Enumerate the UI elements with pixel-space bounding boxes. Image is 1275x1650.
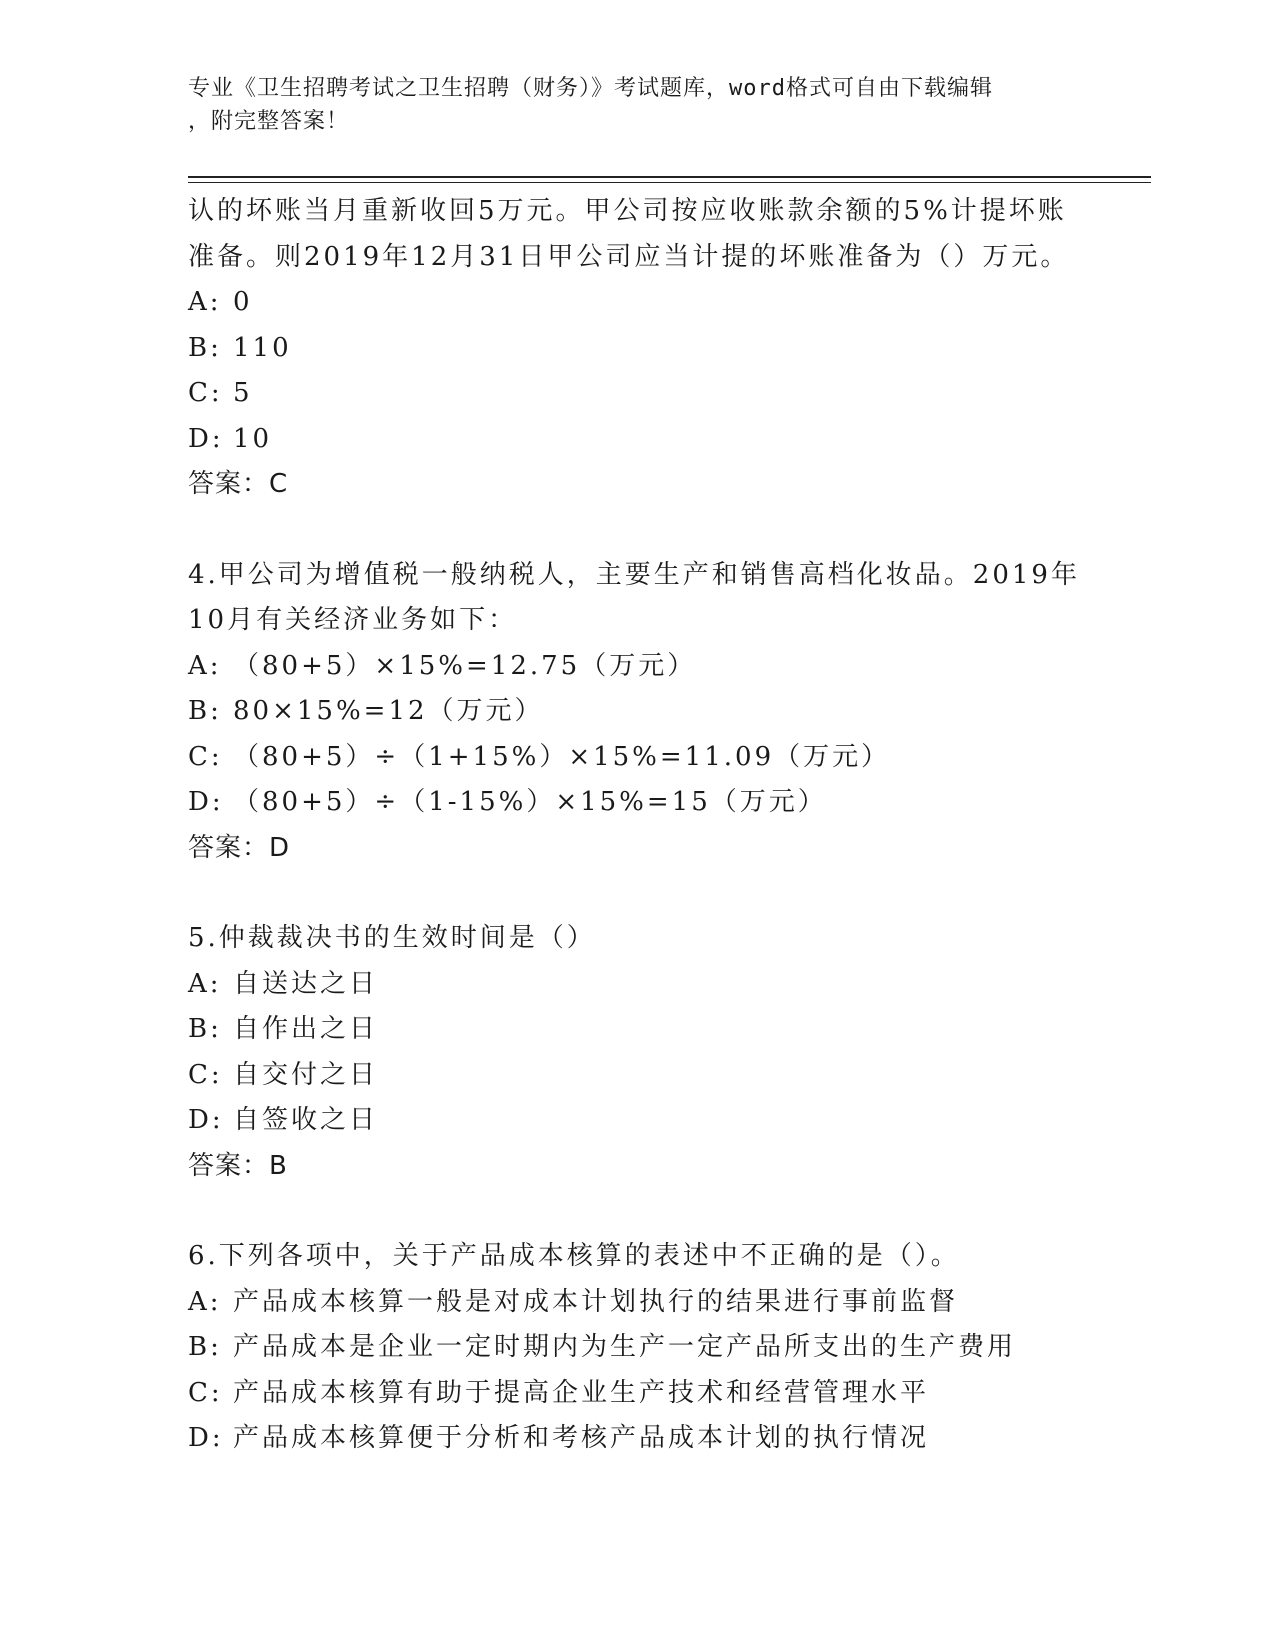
option-key: D: <box>188 423 224 454</box>
option-d <box>188 1416 1088 1462</box>
option-text: 10 <box>233 423 273 454</box>
option-text: 产品成本是企业一定时期内为生产一定产品所支出的生产费用 <box>233 1332 1017 1362</box>
header-title-line-1: 专业《卫生招聘考试之卫生招聘（财务）》考试题库，word格式可自由下载编辑 <box>188 76 993 101</box>
option-key: D: <box>188 787 224 817</box>
option-text: 自送达之日 <box>233 968 379 999</box>
header-title-line-2: ，附完整答案！ <box>188 109 350 134</box>
question-6 <box>188 1234 1088 1462</box>
option-text: 110 <box>233 332 292 363</box>
answer-line: 答案：C <box>188 469 289 499</box>
option-b <box>188 1007 1088 1053</box>
document-body <box>188 189 1088 1462</box>
option-key: B: <box>188 1014 222 1044</box>
question-3 <box>188 189 1088 508</box>
answer-line: 答案：B <box>188 1150 288 1181</box>
option-key: C: <box>188 1377 223 1408</box>
option-text: 自交付之日 <box>233 1059 379 1090</box>
header-divider <box>188 176 1151 183</box>
option-c <box>188 735 1088 781</box>
option-text: 5 <box>233 378 253 408</box>
question-stem-line: 4.甲公司为增值税一般纳税人，主要生产和销售高档化妆品。2019年 <box>188 559 1080 590</box>
option-c <box>188 1053 1088 1099</box>
option-key: D: <box>188 1423 224 1453</box>
option-key: A: <box>188 650 222 681</box>
option-key: A: <box>188 287 222 317</box>
option-text: 产品成本核算有助于提高企业生产技术和经营管理水平 <box>233 1377 930 1408</box>
option-text: 0 <box>233 287 253 317</box>
option-c <box>188 1371 1088 1417</box>
option-key: C: <box>188 741 223 772</box>
option-text: （80+5）÷（1-15%）×15%=15（万元） <box>233 787 827 817</box>
question-stem-line: 认的坏账当月重新收回5万元。甲公司按应收账款余额的5%计提坏账 <box>188 196 1067 226</box>
question-4 <box>188 553 1088 872</box>
question-stem-line: 10月有关经济业务如下： <box>188 605 518 635</box>
question-5 <box>188 916 1088 1189</box>
option-key: A: <box>188 1286 222 1317</box>
answer-line: 答案：D <box>188 832 291 863</box>
option-a <box>188 1280 1088 1326</box>
question-stem-line: 6.下列各项中，关于产品成本核算的表述中不正确的是（）。 <box>188 1241 960 1271</box>
option-d <box>188 1098 1088 1144</box>
option-key: C: <box>188 1059 223 1090</box>
option-a <box>188 962 1088 1008</box>
option-d <box>188 417 1088 463</box>
option-key: B: <box>188 696 222 726</box>
option-text: （80+5）÷（1+15%）×15%=11.09（万元） <box>233 741 891 772</box>
option-b <box>188 326 1088 372</box>
page-header <box>188 72 1088 138</box>
option-text: 产品成本核算便于分析和考核产品成本计划的执行情况 <box>233 1423 930 1453</box>
option-d <box>188 780 1088 826</box>
option-b <box>188 689 1088 735</box>
option-text: 产品成本核算一般是对成本计划执行的结果进行事前监督 <box>233 1286 959 1317</box>
question-stem-line: 准备。则2019年12月31日甲公司应当计提的坏账准备为（）万元。 <box>188 241 1070 272</box>
option-key: D: <box>188 1105 224 1135</box>
option-key: B: <box>188 1332 222 1362</box>
option-text: 80×15%=12（万元） <box>233 696 544 726</box>
option-text: 自作出之日 <box>233 1014 379 1044</box>
option-key: B: <box>188 332 222 363</box>
option-text: 自签收之日 <box>233 1105 379 1135</box>
option-b <box>188 1325 1088 1371</box>
option-c <box>188 371 1088 417</box>
question-stem-line: 5.仲裁裁决书的生效时间是（） <box>188 923 596 953</box>
option-a <box>188 280 1088 326</box>
option-a <box>188 644 1088 690</box>
option-key: A: <box>188 968 222 999</box>
option-text: （80+5）×15%=12.75（万元） <box>233 650 697 681</box>
option-key: C: <box>188 378 223 408</box>
